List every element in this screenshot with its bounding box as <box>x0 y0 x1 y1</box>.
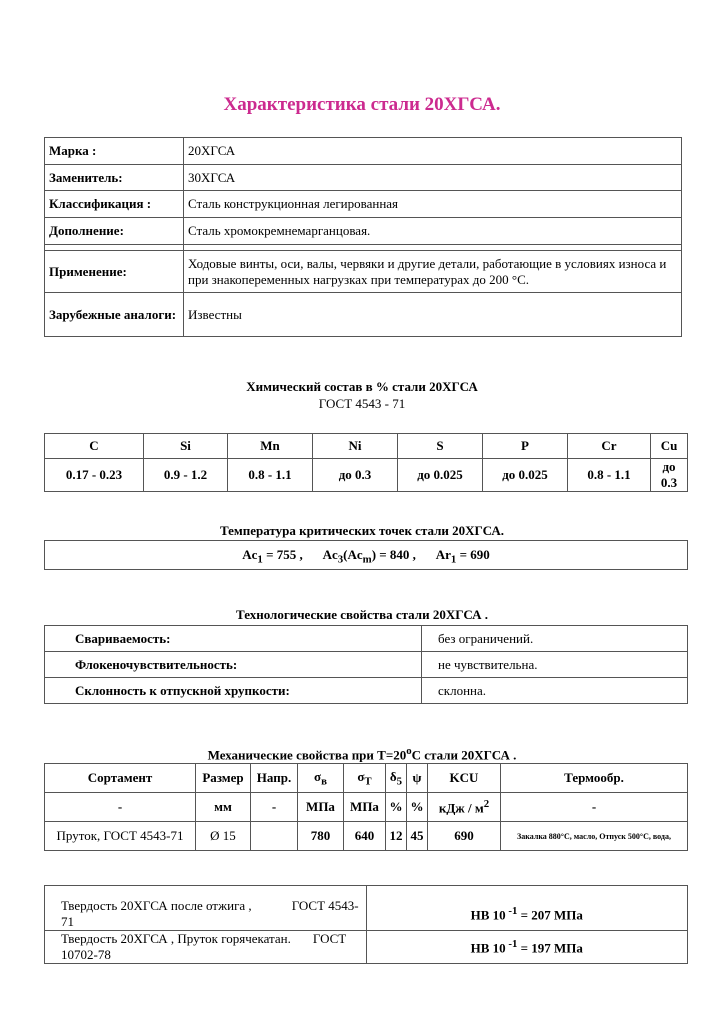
hb-label: HB 10 <box>470 940 506 956</box>
mech-h-sortament: Сортамент <box>45 764 196 793</box>
hardness-desc-text: Твердость 20ХГСА , Пруток горячекатан. <box>61 931 291 946</box>
ac1-label: Ac <box>242 547 258 562</box>
crit-title: Температура критических точек стали 20ХГСА. <box>219 523 505 538</box>
hardness-row <box>45 898 688 931</box>
chem-header: Si <box>144 434 228 459</box>
mech-u-heat: - <box>501 793 688 822</box>
sigma-b-sub: в <box>321 775 327 788</box>
mech-h-delta <box>386 764 407 793</box>
sigma-symbol: σ <box>314 768 322 784</box>
mech-h-sigma-b <box>298 764 344 793</box>
tech-label: Свариваемость: <box>45 626 422 652</box>
mech-r-kcu: 690 <box>428 822 501 851</box>
chem-value: до 0.3 <box>651 459 688 492</box>
ac3-sub: 3 <box>337 553 344 566</box>
info-table <box>44 137 682 337</box>
sigma-t-sub: T <box>364 775 372 788</box>
mech-h-heat: Термообр. <box>501 764 688 793</box>
info-label: Дополнение: <box>45 218 184 245</box>
kcu-unit-sup: 2 <box>483 797 490 810</box>
info-value: Известны <box>184 293 682 337</box>
hardness-standard: ГОСТ 4543-71 <box>61 898 359 929</box>
crit-box <box>44 540 688 570</box>
acm-label: (Ac <box>343 547 363 562</box>
mech-r-heat: Закалка 880°C, масло, Отпуск 500°C, вода, <box>501 822 688 851</box>
kcu-unit: кДж / м <box>438 800 484 816</box>
mech-r-sigma-b: 780 <box>298 822 344 851</box>
hb-sup: -1 <box>505 904 518 917</box>
ac3-value: ) = 840 , <box>371 547 416 562</box>
chem-header: C <box>45 434 144 459</box>
info-row-addition <box>45 218 682 245</box>
hardness-desc-text: Твердость 20ХГСА после отжига , <box>61 898 252 913</box>
ac1-value: = 755 , <box>262 547 303 562</box>
sigma-symbol: σ <box>357 768 365 784</box>
delta-sub: 5 <box>396 775 403 788</box>
mech-h-kcu: KCU <box>428 764 501 793</box>
chem-value: 0.9 - 1.2 <box>144 459 228 492</box>
mech-r-delta: 12 <box>386 822 407 851</box>
mech-u-sortament: - <box>45 793 196 822</box>
hb-value: = 207 МПа <box>517 907 583 923</box>
chem-value: 0.8 - 1.1 <box>228 459 313 492</box>
mech-title <box>0 745 724 763</box>
chem-value: 0.17 - 0.23 <box>45 459 144 492</box>
chem-value: до 0.025 <box>483 459 568 492</box>
hardness-standard: ГОСТ 10702-78 <box>61 931 347 962</box>
hardness-value <box>366 931 688 964</box>
info-label: Марка : <box>45 138 184 165</box>
info-value: Сталь конструкционная легированная <box>184 191 682 218</box>
mech-u-dir: - <box>251 793 298 822</box>
mech-table <box>44 763 688 851</box>
hb-value: = 197 МПа <box>517 940 583 956</box>
mech-header-row <box>45 764 688 793</box>
mech-r-psi: 45 <box>407 822 428 851</box>
chem-header: Cr <box>568 434 651 459</box>
chem-value: 0.8 - 1.1 <box>568 459 651 492</box>
tech-value: не чувствительна. <box>422 652 688 678</box>
hb-sup: -1 <box>505 937 518 950</box>
tech-label: Склонность к отпускной хрупкости: <box>45 678 422 704</box>
info-label: Зарубежные аналоги: <box>45 293 184 337</box>
info-label: Классификация : <box>45 191 184 218</box>
chem-header: P <box>483 434 568 459</box>
mech-title-sup: o <box>406 745 412 757</box>
ac3-label: Ac <box>322 547 338 562</box>
ac1-sub: 1 <box>257 553 263 566</box>
tech-row <box>45 652 688 678</box>
tech-value: без ограничений. <box>422 626 688 652</box>
chem-subtitle: ГОСТ 4543 - 71 <box>318 396 406 411</box>
chem-table <box>44 433 688 492</box>
hardness-pad-row <box>45 886 688 899</box>
hardness-value <box>366 898 688 931</box>
ar1-value: = 690 <box>456 547 490 562</box>
info-value: Ходовые винты, оси, валы, червяки и другие детали, работающие в условиях износа и при знакопеременных нагрузках при температурах до 200 °C. <box>184 251 682 293</box>
chem-value: до 0.3 <box>313 459 398 492</box>
chem-header: Cu <box>651 434 688 459</box>
delta-symbol: δ <box>389 768 397 784</box>
chem-title: Химический состав в % стали 20ХГСА <box>246 379 478 394</box>
hardness-row <box>45 931 688 964</box>
info-row-analogs <box>45 293 682 337</box>
tech-row <box>45 678 688 704</box>
hardness-desc <box>45 898 367 931</box>
mech-h-dir: Напр. <box>251 764 298 793</box>
crit-values <box>45 541 687 574</box>
chem-header: S <box>398 434 483 459</box>
tech-label: Флокеночувствительность: <box>45 652 422 678</box>
mech-data-row <box>45 822 688 851</box>
info-label: Заменитель: <box>45 165 184 191</box>
info-value: Сталь хромокремнемарганцовая. <box>184 218 682 245</box>
mech-h-psi: ψ <box>407 764 428 793</box>
chem-header-row <box>45 434 688 459</box>
mech-u-kcu <box>428 793 501 822</box>
mech-r-sortament: Пруток, ГОСТ 4543-71 <box>45 822 196 851</box>
mech-u-psi: % <box>407 793 428 822</box>
mech-u-sigma-b: МПа <box>298 793 344 822</box>
info-row-substitute <box>45 165 682 191</box>
mech-r-dir <box>251 822 298 851</box>
ar1-sub: 1 <box>450 553 457 566</box>
mech-h-size: Размер <box>196 764 251 793</box>
mech-title-post: C стали 20ХГСА . <box>411 747 517 763</box>
info-label: Применение: <box>45 251 184 293</box>
mech-title-pre: Механические свойства при Т=20 <box>207 747 407 763</box>
hardness-desc <box>45 931 367 964</box>
info-value: 30ХГСА <box>184 165 682 191</box>
ar1-label: Ar <box>435 547 451 562</box>
chem-header: Mn <box>228 434 313 459</box>
info-row-classification <box>45 191 682 218</box>
info-value: 20ХГСА <box>184 138 682 165</box>
mech-u-sigma-t: МПа <box>344 793 386 822</box>
mech-r-size: Ø 15 <box>196 822 251 851</box>
mech-r-sigma-t: 640 <box>344 822 386 851</box>
hb-label: HB 10 <box>470 907 506 923</box>
mech-units-row <box>45 793 688 822</box>
tech-value: склонна. <box>422 678 688 704</box>
tech-table <box>44 625 688 704</box>
mech-u-delta: % <box>386 793 407 822</box>
mech-h-sigma-t <box>344 764 386 793</box>
acm-sub: m <box>362 553 372 566</box>
tech-row <box>45 626 688 652</box>
tech-title: Технологические свойства стали 20ХГСА . <box>236 607 488 622</box>
info-row-application <box>45 251 682 293</box>
chem-value: до 0.025 <box>398 459 483 492</box>
info-row-grade <box>45 138 682 165</box>
chem-header: Ni <box>313 434 398 459</box>
chem-value-row <box>45 459 688 492</box>
hardness-table <box>44 885 688 964</box>
page-title: Характеристика стали 20ХГСА. <box>223 94 501 115</box>
mech-u-size: мм <box>196 793 251 822</box>
